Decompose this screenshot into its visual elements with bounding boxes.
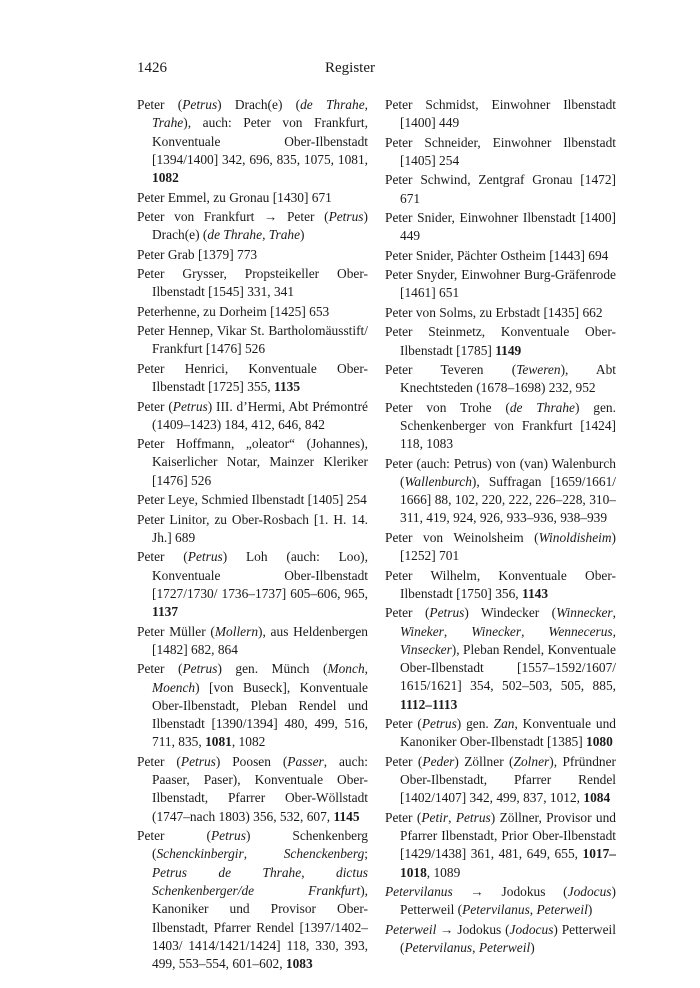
entry-variant-italic: Mollern [214, 623, 259, 639]
entry-text: , [262, 227, 269, 243]
entry-page-ref-bold: 1082 [152, 170, 179, 186]
entry-variant-italic: Trahe [152, 115, 184, 131]
entry-text: ), aus Heldenbergen [1482] 682, 864 [152, 623, 368, 657]
entry-variant-italic: Zan [493, 716, 515, 732]
entry-variant-italic: Petrus [429, 605, 465, 621]
entry-text: Peter Schmidst, Einwohner Ilbenstadt [1400] 449 [385, 97, 616, 131]
entry-text: → Jodokus ( [436, 921, 510, 937]
entry-text: Peter Hennep, Vikar St. Bartholomäusstift/ Frankfurt [1476] 526 [137, 323, 368, 357]
entry-text: → Jodokus ( [452, 884, 568, 900]
entry-text: ; [364, 846, 368, 862]
entry-variant-italic: Petervilanus [385, 884, 453, 900]
entry-variant-italic: Petrus [182, 97, 218, 112]
entry-variant-italic: dictus Schenkenberger/de Frankfurt [152, 864, 369, 898]
entry-text: ), Abt Knechtsteden (1678–1698) 232, 952 [400, 361, 616, 396]
entry-page-ref-bold: 1083 [285, 956, 313, 972]
entry-text: Peter Wilhelm, Konventuale Ober-Ilbenstadt [1750] 356, [385, 567, 616, 601]
entry-text: ) [530, 940, 535, 956]
entry-variant-italic: de Thrahe [207, 227, 263, 243]
entry-text: ) [587, 902, 593, 918]
entry-page-ref-bold: 1081 [205, 734, 232, 750]
entry-variant-italic: Monch [327, 661, 365, 677]
running-head: Register [325, 60, 375, 76]
entry-text: Peter Grab [1379] 773 [137, 246, 258, 262]
index-entry [385, 134, 616, 171]
index-entry [385, 455, 616, 528]
entry-text: Peter Emmel, zu Gronau [1430] 671 [137, 189, 332, 205]
page-number: 1426 [137, 60, 167, 76]
entry-variant-italic: Peterweil [478, 940, 531, 956]
index-entry [385, 604, 616, 714]
entry-variant-italic: Passer [287, 753, 324, 769]
index-entry [385, 247, 616, 265]
entry-text: ) Drach(e) ( [217, 97, 301, 112]
entry-variant-italic: Zolner [513, 753, 550, 769]
index-entry [137, 96, 368, 187]
index-entry [137, 303, 368, 321]
index-entry [137, 660, 368, 751]
index-column-left [137, 96, 368, 975]
entry-variant-italic: Petrus [172, 398, 208, 414]
entry-variant-italic: Winoldisheim [538, 529, 612, 545]
entry-text: Peter (auch: Petrus) von (van) Walenburch ( [385, 455, 616, 489]
entry-text: Peterhenne, zu Dorheim [1425] 653 [137, 303, 330, 319]
index-entry [385, 266, 616, 303]
index-entry [137, 623, 368, 660]
entry-text: Peter Schneider, Einwohner Ilbenstadt [1405] 254 [385, 134, 616, 168]
entry-variant-italic: Teweren [516, 361, 561, 377]
index-entry [385, 323, 616, 360]
entry-text: , [521, 623, 549, 639]
entry-variant-italic: Petrus [421, 716, 457, 732]
entry-text: , [472, 940, 479, 956]
entry-text: ) [300, 227, 305, 243]
entry-text: ) Windecker ( [464, 605, 557, 621]
entry-text: Peter Snider, Pächter Ostheim [1443] 694 [385, 247, 609, 263]
index-entry [385, 171, 616, 208]
entry-text: ) Poosen ( [215, 753, 288, 769]
entry-page-ref-bold: 1137 [152, 604, 179, 620]
entry-variant-italic: Petir [421, 809, 449, 825]
index-entry [137, 246, 368, 264]
entry-text: Peter ( [137, 753, 181, 769]
entry-text: ) gen. [456, 716, 494, 732]
entry-text: ) III. d’Hermi, Abt Prémontré (1409–1423) 184, 412, 646, 842 [152, 398, 368, 432]
entry-text: Peter Müller ( [137, 623, 215, 639]
entry-variant-italic: Trahe [268, 227, 301, 243]
entry-page-ref-bold: 1084 [583, 790, 611, 806]
entry-text: Peter von Trohe ( [385, 399, 510, 415]
entry-text: , [243, 846, 284, 862]
index-entry [137, 491, 368, 509]
entry-text: Peter Hoffmann, „oleator“ (Johannes), Kaiserlicher Notar, Mainzer Kleriker [1476] 526 [137, 436, 368, 488]
entry-text: Peter Leye, Schmied Ilbenstadt [1405] 254 [137, 492, 367, 508]
entry-variant-italic: Petrus [180, 753, 216, 769]
entry-variant-italic: Wineker [400, 623, 444, 639]
entry-text: Peter von Weinolsheim ( [385, 529, 539, 545]
entry-text: ), Pfründner Ober-Ilbenstadt, Pfarrer Rendel [1402/1407] 342, 499, 837, 1012, [400, 753, 616, 806]
index-column-right [385, 96, 616, 958]
entry-variant-italic: Petrus [328, 208, 364, 224]
entry-text: Peter ( [137, 828, 211, 844]
index-entry [137, 827, 368, 973]
entry-variant-italic: Jodocus [509, 921, 554, 937]
entry-text: Peter Snider, Einwohner Ilbenstadt [1400] 449 [385, 210, 616, 244]
index-entry [385, 567, 616, 604]
index-entry [137, 753, 368, 826]
entry-variant-italic: Schenckenberg [283, 846, 365, 862]
entry-text: , [301, 864, 337, 880]
entry-variant-italic: Petervilanus [404, 940, 473, 956]
entry-text: Peter Snyder, Einwohner Burg-Gräfenrode [1461] 651 [385, 267, 616, 301]
entry-page-ref-bold: 1145 [333, 808, 360, 824]
entry-text: , auch: Paaser, Paser), Konventuale Ober-Ilbenstadt, Pfarrer Ober-Wöllstadt (1747–nach 1803) 356, 532, 607, [152, 753, 368, 824]
entry-text: Peter ( [385, 753, 423, 769]
entry-page-ref-bold: 1080 [586, 734, 613, 750]
index-entry [385, 883, 616, 920]
entry-variant-italic: Petrus [187, 549, 223, 565]
entry-variant-italic: Wennecerus [548, 623, 613, 639]
index-entry [385, 96, 616, 133]
entry-variant-italic: Peterweil [385, 921, 437, 937]
entry-text: Peter Linitor, zu Ober-Rosbach [1. H. 14. Jh.] 689 [137, 511, 368, 545]
entry-text: ), Pleban Rendel, Konventuale Ober-Ilbenstadt [1557–1592/1607/ 1615/1621] 354, 502–503, 505, 885, [400, 641, 616, 694]
entry-text: Peter ( [385, 716, 422, 732]
entry-text: Peter ( [137, 97, 183, 112]
entry-text: Peter ( [137, 398, 173, 414]
entry-text: ) Drach(e) ( [152, 208, 368, 243]
index-entry [137, 322, 368, 359]
entry-text: , [612, 605, 616, 621]
index-entry [385, 809, 616, 882]
entry-text: , [364, 97, 368, 112]
index-entry [137, 208, 368, 245]
index-entry [137, 511, 368, 548]
entry-text: ) Petterweil ( [400, 921, 616, 956]
index-entry [385, 529, 616, 566]
entry-text: ), auch: Peter von Frankfurt, Konventuale Ober-Ilbenstadt [1394/1400] 342, 696, 835, 1075, 1081, [152, 115, 368, 167]
entry-text: ) gen. Münch ( [217, 661, 328, 677]
entry-text: Peter Steinmetz, Konventuale Ober-Ilbenstadt [1785] [385, 324, 616, 358]
entry-variant-italic: de Thrahe [300, 97, 365, 112]
entry-text: , [448, 809, 456, 825]
entry-text: , [364, 661, 368, 677]
index-entry [137, 189, 368, 207]
entry-text: ) [von Buseck], Konventuale Ober-Ilbenstadt, Pleban Rendel und Ilbenstadt [1390/1394] 480, 499, 516, 711, 835, [152, 679, 368, 750]
entry-text: ), Suffragan [1659/1661/ 1666] 88, 102, 220, 222, 226–228, 310– 311, 419, 924, 926, 933–936, 938–939 [400, 473, 616, 526]
index-entry [385, 399, 616, 454]
entry-text: Peter von Frankfurt → Peter ( [137, 208, 329, 224]
index-entry [385, 361, 616, 398]
entry-text: , 1089 [426, 864, 461, 880]
entry-text: , [529, 902, 537, 918]
entry-variant-italic: Peder [422, 753, 455, 769]
index-entry [137, 398, 368, 435]
index-entry [385, 209, 616, 246]
entry-text: ) Zöllner ( [454, 753, 514, 769]
entry-variant-italic: Petrus [210, 828, 246, 844]
entry-variant-italic: Petervilanus [462, 902, 530, 918]
entry-variant-italic: Moench [152, 679, 196, 695]
entry-variant-italic: de Thrahe [509, 399, 575, 415]
entry-page-ref-bold: 1149 [495, 342, 522, 358]
entry-text: Peter Schwind, Zentgraf Gronau [1472] 671 [385, 172, 616, 206]
entry-text: ) Loh (auch: Loo), Konventuale Ober-Ilbenstadt [1727/1730/ 1736–1737] 605–606, 965, [152, 549, 368, 601]
entry-page-ref-bold: 1143 [521, 585, 549, 601]
entry-text: Peter ( [137, 661, 183, 677]
index-entry [137, 265, 368, 302]
entry-text: ) Petterweil ( [400, 884, 616, 918]
entry-text: ) Schenkenberg ( [152, 828, 368, 862]
index-entry [385, 715, 616, 752]
entry-text: , [443, 623, 472, 639]
entry-text: Peter Henrici, Konventuale Ober-Ilbenstadt [1725] 355, [137, 360, 368, 395]
entry-variant-italic: Jodocus [567, 884, 612, 900]
entry-text: Peter von Solms, zu Erbstadt [1435] 662 [385, 304, 603, 320]
entry-variant-italic: Petrus [182, 661, 218, 677]
entry-variant-italic: Schenckinbergir [156, 846, 244, 862]
entry-page-ref-bold: 1112–1113 [400, 696, 458, 712]
entry-variant-italic: Wallenburch [404, 473, 472, 489]
entry-text: ) [1252] 701 [400, 529, 616, 564]
entry-text: ) Zöllner, Provisor und Pfarrer Ilbenstadt, Prior Ober-Ilbenstadt [1429/1438] 361, 481, 649, 655, [400, 809, 616, 862]
entry-text: Peter Teveren ( [385, 361, 517, 377]
entry-variant-italic: Winnecker [556, 605, 613, 621]
entry-variant-italic: Petrus [455, 809, 491, 825]
index-entry [385, 753, 616, 808]
entry-variant-italic: Peterweil [536, 902, 588, 918]
entry-page-ref-bold: 1017–1018 [400, 846, 616, 880]
entry-text: , 1082 [231, 734, 266, 750]
entry-text: ), Kanoniker und Provisor Ober-Ilbenstadt, Pfarrer Rendel [1397/1402–1403/ 1414/1421/1424] 118, 330, 393, 499, 553–554, 601–602, [152, 882, 368, 972]
entry-variant-italic: Winecker [471, 623, 522, 639]
entry-text: Peter ( [385, 605, 430, 621]
index-entry [137, 548, 368, 621]
entry-page-ref-bold: 1135 [273, 379, 301, 395]
index-entry [385, 304, 616, 322]
entry-text: , [612, 623, 616, 639]
index-entry [137, 360, 368, 397]
entry-variant-italic: Vinsecker [400, 641, 452, 657]
entry-text: Peter ( [137, 549, 188, 565]
entry-text: , Konventuale und Kanoniker Ober-Ilbenstadt [1385] [400, 716, 617, 750]
index-entry [137, 435, 368, 490]
entry-text: Peter Grysser, Propsteikeller Ober-Ilbenstadt [1545] 331, 341 [137, 266, 368, 300]
entry-text: ) gen. Schenkenberger von Frankfurt [1424] 118, 1083 [400, 399, 616, 452]
entry-variant-italic: Petrus de Thrahe [152, 864, 302, 880]
index-entry [385, 921, 616, 958]
entry-text: Peter ( [385, 809, 422, 825]
